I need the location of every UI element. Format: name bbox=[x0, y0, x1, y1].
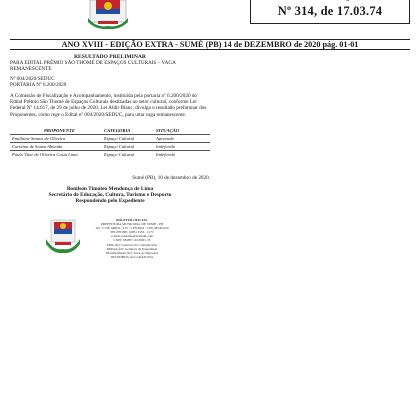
cell-situacao: Indeferido bbox=[154, 150, 210, 158]
expediente-line: CNPJ: 08.887.101/0001-35 bbox=[113, 238, 151, 243]
col-proponente: PROPONENTE bbox=[44, 128, 75, 134]
portaria-ref: PORTARIA Nº 6.200/2020 bbox=[10, 82, 67, 88]
expediente-line: REDAÇÃO: Gerência de Expediente bbox=[106, 246, 158, 251]
edition-bar bbox=[10, 39, 410, 50]
signer-role: Secretário de Educação, Cultura, Turismo e Desporto bbox=[48, 192, 172, 198]
table-row bbox=[10, 142, 210, 150]
col-situacao: SITUAÇÃO bbox=[156, 128, 179, 134]
expediente-line: e-mail: pmsume@hotmail.com bbox=[110, 234, 154, 239]
cell-categoria: Espaço Cultural bbox=[102, 134, 154, 142]
cell-categoria: Espaço Cultural bbox=[102, 142, 154, 150]
cell-situacao: Aprovado bbox=[154, 134, 210, 142]
body-paragraph: A Comissão de Fiscalização e Acompanhamento, instituída pela portaria nº 6.200/2020 do Edital Prêmio São Thomé de Espaços Culturais destinadas ao setor cultural, conforme Lei Federal Nº 14.017, de 29 de julho de 2020, Lei Aldir Blanc, divulga o resultado preliminar dos Proponentes, como rege o Edital nº 004/2020/SEDUC, para uma vaga remanescente. bbox=[10, 93, 207, 118]
cell-categoria: Espaço Cultural bbox=[102, 150, 154, 158]
expediente-block bbox=[92, 218, 172, 259]
edital-ref: Nº 004/2020/SEDUC bbox=[10, 76, 55, 82]
table-row bbox=[10, 150, 210, 158]
header-law-number: Nº 314, de 17.03.74 bbox=[277, 4, 383, 18]
results-table bbox=[10, 128, 210, 158]
signer-name: Bonilson Timóteo Mendonça de Lima bbox=[66, 186, 154, 192]
table-row bbox=[10, 134, 210, 142]
result-title: RESULTADO PRELIMINAR bbox=[74, 54, 146, 60]
expediente-line: AV. 17 DE ABRIL, S/N - CENTRO - CEP 58540-000 bbox=[95, 226, 169, 231]
cell-proponente: Paulo Vitor de Oliveira Costa Lima bbox=[10, 150, 102, 158]
result-subtitle-2: REMANESCENTE bbox=[10, 66, 52, 72]
result-subtitle-1: PARA EDITAL PRÊMIO SÃO THOMÉ DE ESPAÇOS CULTURAIS – VAGA bbox=[10, 60, 176, 66]
header-law-box bbox=[250, 0, 410, 24]
edition-line: ANO XVIII - EDIÇÃO EXTRA - SUMÉ (PB) 14 de DEZEMBRO de 2020 pág. 01-01 bbox=[61, 40, 359, 49]
expediente-line: DIAGRAMAÇÃO: Setor de Imprensa bbox=[105, 250, 159, 255]
expediente-line: PREFEITURA MUNICIPAL DE SUMÉ - PB bbox=[100, 222, 164, 227]
footer-crest-icon bbox=[43, 219, 83, 255]
municipal-crest-icon bbox=[82, 0, 134, 30]
date-line: Sumé (PB), 10 de dezembro de 2020. bbox=[132, 175, 210, 181]
cell-proponente: Emillaine Santos de Oliveira bbox=[10, 134, 102, 142]
cell-proponente: Carolina de Souza Almeida bbox=[10, 142, 102, 150]
signer-note: Respondendo pelo Expediente bbox=[75, 198, 145, 204]
expediente-line: BOLETIM OFICIAL bbox=[116, 218, 148, 222]
header-top-fragment bbox=[251, 0, 409, 2]
expediente-line: EDIÇÃO: Gerência de Comunicação bbox=[106, 242, 158, 247]
cell-situacao: Indeferido bbox=[154, 142, 210, 150]
col-categoria: CATEGORIA bbox=[104, 128, 131, 134]
expediente-line: DISTRIBUIÇÃO: GRATUITA bbox=[110, 254, 154, 259]
expediente-line: TELEFONE: (083) 3353 - 1271 bbox=[110, 230, 154, 235]
